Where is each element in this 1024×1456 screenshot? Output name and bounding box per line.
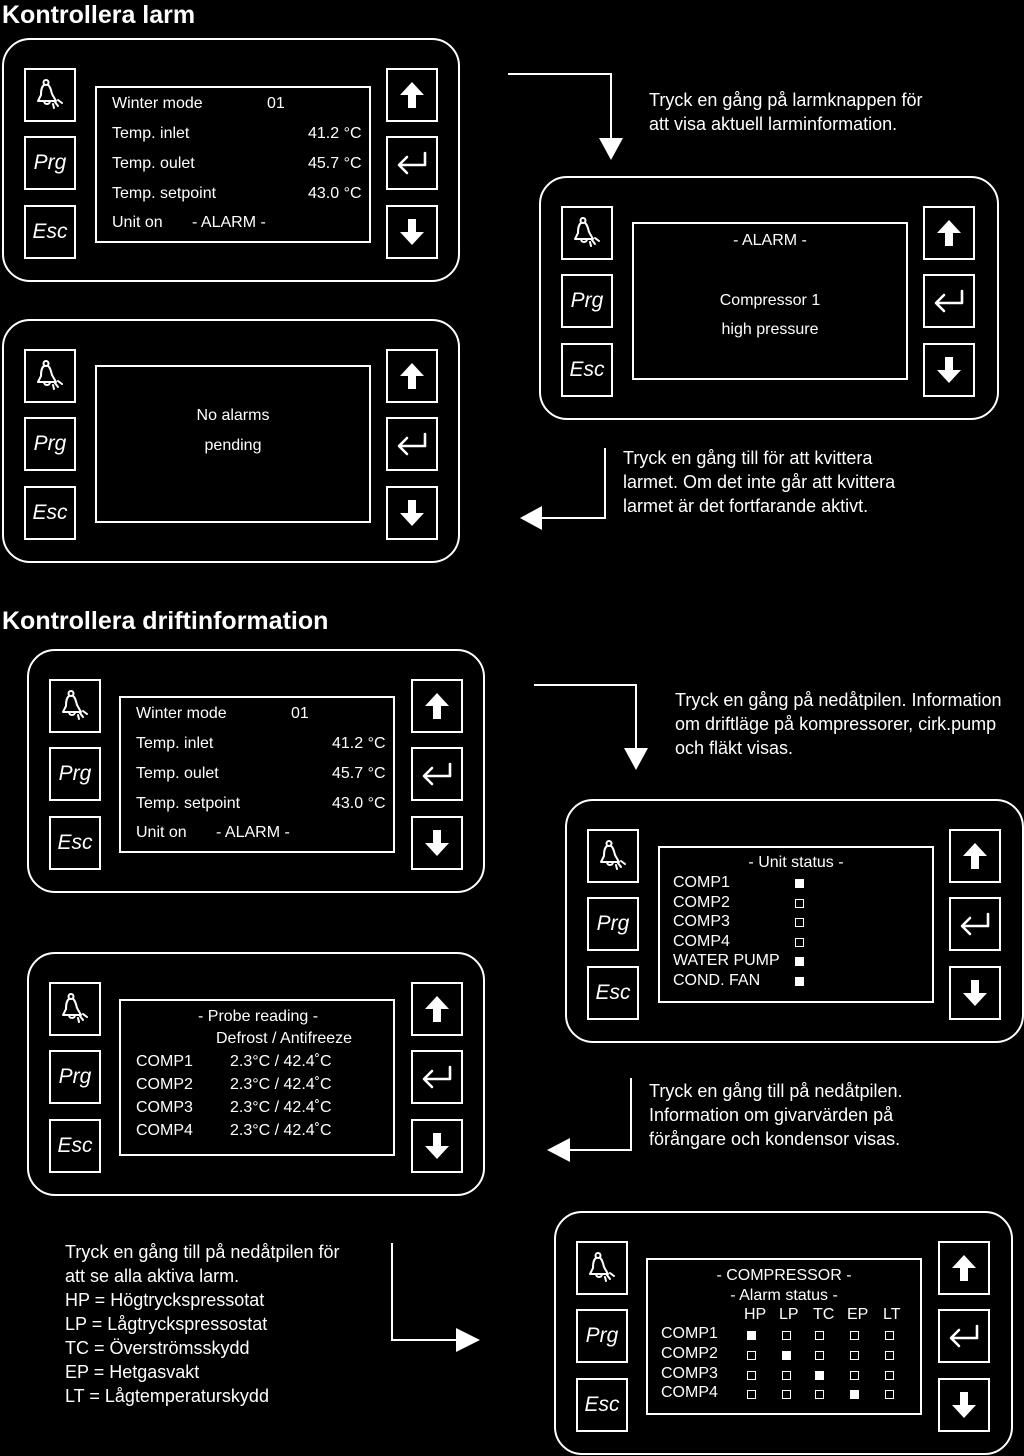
arrow-up-icon — [420, 992, 454, 1026]
bell-icon — [58, 992, 92, 1026]
arrow-up-icon — [420, 689, 454, 723]
status-row-label: COMP3 — [673, 913, 730, 930]
note-line: och fläkt visas. — [675, 738, 794, 758]
bell-icon — [33, 78, 67, 112]
row-value: 41.2 °C — [332, 735, 386, 752]
alarm-title: - ALARM - — [733, 232, 807, 249]
alarm-indicator — [815, 1351, 824, 1360]
alarm-bell-button[interactable] — [49, 679, 101, 733]
section-title-drift: Kontrollera driftinformation — [2, 607, 329, 635]
note-line: att se alla aktiva larm. — [65, 1266, 240, 1286]
flow-arrow-head-2 — [520, 506, 542, 530]
arrow-down-icon — [395, 215, 429, 249]
arrow-up-icon — [932, 216, 966, 250]
up-button[interactable] — [938, 1241, 990, 1295]
flow-arrow-head-3 — [624, 748, 648, 770]
alarm-indicator — [885, 1351, 894, 1360]
status-indicator — [795, 938, 804, 947]
alarm-indicator — [747, 1351, 756, 1360]
bell-icon — [585, 1251, 619, 1285]
up-button[interactable] — [923, 206, 975, 260]
alarm-indicator — [885, 1371, 894, 1380]
enter-button[interactable] — [386, 136, 438, 190]
note-line: Tryck en gång till på nedåtpilen för — [65, 1242, 340, 1262]
alarm-indicator — [815, 1390, 824, 1399]
prg-label: Prg — [570, 289, 604, 312]
down-button[interactable] — [411, 816, 463, 870]
controller-panel-unit-status — [565, 799, 1024, 1043]
row-label: Temp. oulet — [136, 765, 219, 782]
note-line: förångare och kondensor visas. — [649, 1129, 901, 1149]
prg-button[interactable] — [49, 747, 101, 801]
down-button[interactable] — [386, 205, 438, 259]
probe-row-label: COMP2 — [136, 1076, 193, 1093]
up-button[interactable] — [386, 349, 438, 403]
probe-row-label: COMP1 — [136, 1053, 193, 1070]
legend-lp: LP = Lågtryckspressostat — [65, 1314, 268, 1334]
enter-button[interactable] — [411, 1050, 463, 1104]
display-alarm — [632, 222, 908, 380]
prg-button[interactable] — [24, 136, 76, 190]
bell-icon — [33, 359, 67, 393]
down-button[interactable] — [949, 966, 1001, 1020]
status-row-label: COND. FAN — [673, 971, 761, 989]
status-indicator — [795, 977, 804, 986]
comp-row-label: COMP3 — [661, 1365, 718, 1382]
prg-button[interactable] — [24, 417, 76, 471]
alarm-indicator — [885, 1331, 894, 1340]
comp-row-label: COMP4 — [661, 1384, 718, 1401]
enter-icon — [395, 146, 429, 180]
esc-label: Esc — [57, 1134, 93, 1157]
legend-tc: TC = Överströmsskydd — [65, 1338, 250, 1358]
arrow-down-icon — [395, 496, 429, 530]
esc-label: Esc — [57, 831, 93, 854]
enter-button[interactable] — [411, 747, 463, 801]
row-label: Temp. setpoint — [136, 795, 241, 812]
prg-label: Prg — [585, 1324, 619, 1347]
unit-on-label: Unit on — [136, 824, 187, 841]
up-button[interactable] — [949, 829, 1001, 883]
prg-button[interactable] — [561, 274, 613, 328]
col-header: HP — [744, 1306, 767, 1323]
note-line: Tryck en gång på larmknappen för — [649, 90, 923, 110]
prg-button[interactable] — [587, 897, 639, 951]
alarm-flag: - ALARM - — [192, 214, 266, 231]
display-unit-status — [658, 846, 934, 1003]
enter-icon — [947, 1319, 981, 1353]
prg-button[interactable] — [49, 1050, 101, 1104]
alarm-indicator — [885, 1390, 894, 1399]
row-label: Winter mode — [112, 95, 203, 112]
unit-on-label: Unit on — [112, 214, 163, 231]
display-compressor-alarm — [646, 1258, 922, 1415]
alarm-flag: - ALARM - — [216, 824, 290, 841]
arrow-down-icon — [932, 353, 966, 387]
row-value: 45.7 °C — [308, 155, 362, 172]
esc-label: Esc — [584, 1393, 620, 1416]
no-alarm-line-1: No alarms — [196, 407, 270, 424]
comp-row-label: COMP1 — [661, 1325, 718, 1342]
col-header: LP — [779, 1306, 799, 1323]
legend-hp: HP = Högtryckspressotat — [65, 1290, 265, 1310]
up-button[interactable] — [386, 68, 438, 122]
alarm-indicator — [850, 1371, 859, 1380]
alarm-indicator — [747, 1371, 756, 1380]
row-value: 01 — [291, 705, 309, 722]
prg-label: Prg — [58, 762, 92, 785]
note-line: larmet är det fortfarande aktivt. — [623, 496, 869, 516]
legend-ep: EP = Hetgasvakt — [65, 1362, 200, 1382]
probe-row-value: 2.3°C / 42.4˚C — [230, 1076, 332, 1093]
controller-panel-main-drift — [27, 649, 485, 893]
alarm-bell-button[interactable] — [561, 206, 613, 260]
probe-row-value: 2.3°C / 42.4˚C — [230, 1053, 332, 1070]
bell-icon — [570, 216, 604, 250]
esc-button[interactable] — [24, 205, 76, 259]
arrow-up-icon — [958, 839, 992, 873]
flow-arrow-head-5 — [456, 1328, 480, 1352]
status-indicator — [795, 957, 804, 966]
prg-button[interactable] — [576, 1309, 628, 1363]
note-line: Tryck en gång på nedåtpilen. Information — [675, 690, 1002, 710]
col-header: LT — [883, 1306, 901, 1323]
alarm-bell-button[interactable] — [576, 1241, 628, 1295]
enter-icon — [395, 427, 429, 461]
row-label: Temp. setpoint — [112, 185, 217, 202]
alarm-indicator — [782, 1371, 791, 1380]
row-value: 43.0 °C — [308, 185, 362, 202]
probe-subtitle: Defrost / Antifreeze — [216, 1030, 353, 1047]
alarm-indicator — [782, 1351, 791, 1360]
probe-row-value: 2.3°C / 42.4˚C — [230, 1122, 332, 1139]
row-value: 43.0 °C — [332, 795, 386, 812]
alarm-bell-button[interactable] — [24, 68, 76, 122]
alarm-bell-button[interactable] — [587, 829, 639, 883]
enter-button[interactable] — [938, 1309, 990, 1363]
down-button[interactable] — [411, 1119, 463, 1173]
col-header: EP — [847, 1306, 869, 1323]
alarm-line-1: Compressor 1 — [719, 292, 821, 309]
esc-label: Esc — [32, 501, 68, 524]
alarm-indicator — [815, 1331, 824, 1340]
flow-arrow-head-1 — [599, 138, 623, 160]
alarm-indicator — [850, 1390, 859, 1399]
down-button[interactable] — [923, 343, 975, 397]
controller-panel-main — [2, 38, 460, 282]
status-indicator — [795, 899, 804, 908]
up-button[interactable] — [411, 982, 463, 1036]
row-value: 01 — [267, 95, 285, 112]
status-row-label: WATER PUMP — [673, 952, 780, 969]
enter-icon — [932, 284, 966, 318]
bell-icon — [58, 689, 92, 723]
controller-panel-alarm — [539, 176, 999, 420]
instruction-note-5 — [65, 1240, 340, 1408]
esc-button[interactable] — [24, 486, 76, 540]
status-row-label: COMP4 — [673, 932, 730, 950]
alarm-indicator — [782, 1331, 791, 1340]
display-main — [119, 696, 395, 853]
note-line: att visa aktuell larminformation. — [649, 114, 898, 134]
legend-lt: LT = Lågtemperaturskydd — [65, 1386, 269, 1406]
controller-panel-probe — [27, 952, 485, 1196]
comp-alarm-subtitle: - Alarm status - — [730, 1287, 838, 1304]
alarm-bell-button[interactable] — [49, 982, 101, 1036]
instruction-note-3 — [675, 688, 1002, 760]
display-main — [95, 86, 371, 243]
unit-status-title: - Unit status - — [748, 854, 844, 871]
arrow-down-icon — [420, 826, 454, 860]
esc-label: Esc — [32, 220, 68, 243]
row-value: 41.2 °C — [308, 125, 362, 142]
note-line: Information om givarvärden på — [649, 1105, 894, 1125]
enter-icon — [420, 757, 454, 791]
esc-button[interactable] — [561, 343, 613, 397]
prg-label: Prg — [58, 1065, 92, 1088]
arrow-down-icon — [947, 1388, 981, 1422]
instruction-note-2 — [623, 446, 895, 518]
esc-label: Esc — [595, 981, 631, 1004]
note-line: larmet. Om det inte går att kvittera — [623, 472, 896, 492]
prg-label: Prg — [33, 151, 67, 174]
enter-button[interactable] — [923, 274, 975, 328]
esc-button[interactable] — [587, 966, 639, 1020]
status-indicator — [795, 879, 804, 888]
alarm-indicator — [815, 1371, 824, 1380]
enter-icon — [420, 1060, 454, 1094]
row-label: Temp. oulet — [112, 155, 195, 172]
display-probe — [119, 999, 395, 1156]
alarm-indicator — [850, 1331, 859, 1340]
esc-button[interactable] — [49, 816, 101, 870]
bell-icon — [596, 839, 630, 873]
col-header: TC — [813, 1306, 835, 1323]
enter-button[interactable] — [386, 417, 438, 471]
enter-icon — [958, 907, 992, 941]
section-title-alarm: Kontrollera larm — [2, 1, 196, 29]
esc-label: Esc — [569, 358, 605, 381]
alarm-indicator — [850, 1351, 859, 1360]
status-row-label: COMP2 — [673, 893, 730, 911]
probe-row-label: COMP4 — [136, 1122, 193, 1139]
down-button[interactable] — [938, 1378, 990, 1432]
comp-alarm-title: - COMPRESSOR - — [716, 1267, 852, 1284]
probe-row-label: COMP3 — [136, 1099, 193, 1116]
esc-button[interactable] — [49, 1119, 101, 1173]
probe-row-value: 2.3°C / 42.4˚C — [230, 1099, 332, 1116]
instruction-note-1 — [649, 88, 922, 136]
status-indicator — [795, 918, 804, 927]
display-no-alarms — [95, 365, 371, 523]
row-label: Temp. inlet — [136, 735, 214, 752]
no-alarm-line-2: pending — [204, 437, 262, 454]
alarm-bell-button[interactable] — [24, 349, 76, 403]
arrow-up-icon — [947, 1251, 981, 1285]
flow-arrow-head-4 — [547, 1138, 570, 1162]
enter-button[interactable] — [949, 897, 1001, 951]
arrow-up-icon — [395, 78, 429, 112]
arrow-up-icon — [395, 359, 429, 393]
row-label: Temp. inlet — [112, 125, 190, 142]
up-button[interactable] — [411, 679, 463, 733]
esc-button[interactable] — [576, 1378, 628, 1432]
prg-label: Prg — [33, 432, 67, 455]
row-value: 45.7 °C — [332, 765, 386, 782]
comp-row-label: COMP2 — [661, 1345, 718, 1362]
alarm-indicator — [747, 1390, 756, 1399]
note-line: Tryck en gång till för att kvittera — [623, 448, 873, 468]
status-row-label: COMP1 — [673, 874, 730, 891]
prg-label: Prg — [596, 912, 630, 935]
note-line: om driftläge på kompressorer, cirk.pump — [675, 714, 997, 734]
arrow-down-icon — [420, 1129, 454, 1163]
alarm-indicator — [782, 1390, 791, 1399]
row-label: Winter mode — [136, 705, 227, 722]
controller-panel-compressor-alarm — [554, 1211, 1013, 1455]
note-line: Tryck en gång till på nedåtpilen. — [649, 1081, 903, 1101]
down-button[interactable] — [386, 486, 438, 540]
probe-title: - Probe reading - — [198, 1008, 319, 1025]
alarm-indicator — [747, 1331, 756, 1340]
controller-panel-no-alarms — [2, 319, 460, 563]
instruction-note-4 — [649, 1079, 903, 1151]
alarm-line-2: high pressure — [721, 321, 819, 338]
arrow-down-icon — [958, 976, 992, 1010]
